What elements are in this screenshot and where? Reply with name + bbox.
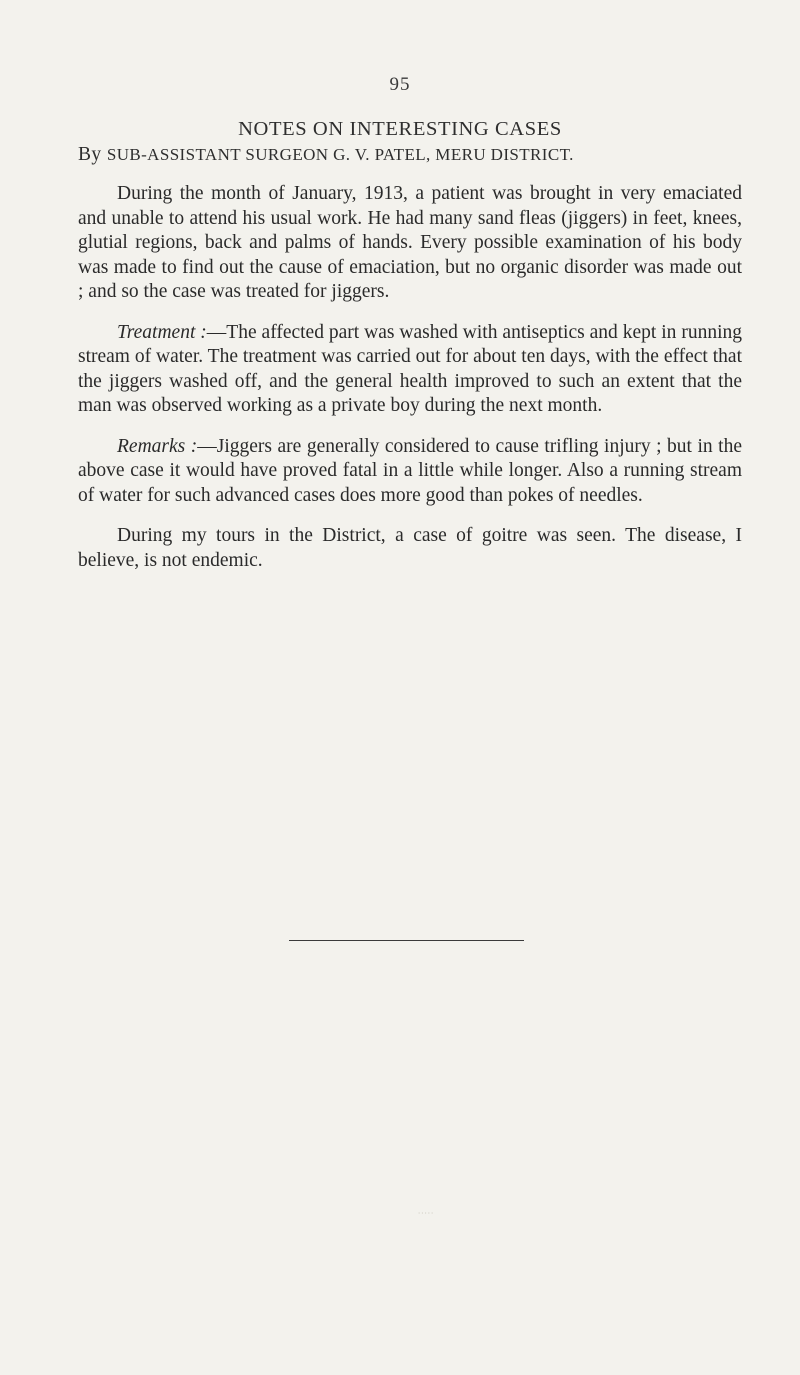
paragraph-lead-remarks: Remarks : bbox=[117, 435, 198, 457]
paragraph-text: —The affected part was washed with antiseptics and kept in running stream of water. The treatment was carried out for about ten days, with the effect that the jiggers washed off, and the general health improved to such an extent that the man was observed working as a private boy during the next month. bbox=[78, 321, 743, 416]
print-smudge: ∙∙∙∙∙ bbox=[418, 1208, 435, 1218]
byline bbox=[78, 144, 778, 166]
paragraph-remarks bbox=[78, 435, 742, 509]
byline-prefix: By bbox=[78, 144, 102, 165]
paragraph-goitre bbox=[78, 524, 742, 573]
paragraph-lead-treatment: Treatment : bbox=[117, 321, 207, 343]
paragraph-treatment bbox=[78, 321, 742, 419]
byline-author: SUB-ASSISTANT SURGEON G. V. PATEL, MERU DISTRICT. bbox=[106, 145, 574, 164]
section-divider bbox=[289, 940, 524, 941]
article-body bbox=[78, 182, 742, 589]
page-number: 95 bbox=[389, 74, 411, 95]
paragraph-text: —Jiggers are generally considered to cause trifling injury ; but in the above case it would have proved fatal in a little while longer. Also a running stream of water for such advanced cases does more good than pokes of needles. bbox=[78, 435, 742, 506]
paragraph-case-description bbox=[78, 182, 742, 305]
paragraph-text: During the month of January, 1913, a patient was brought in very emaciated and unable to attend his usual work. He had many sand fleas (jiggers) in feet, knees, glutial regions, back and palms of hands. Every possible examination of his body was made to find out the cause of emaciation, but no organic disorder was made out ; and so the case was treated for jiggers. bbox=[78, 183, 742, 302]
article-title: NOTES ON INTERESTING CASES bbox=[238, 118, 562, 140]
paragraph-text: During my tours in the District, a case of goitre was seen. The disease, I believe, is not endemic. bbox=[78, 525, 742, 571]
